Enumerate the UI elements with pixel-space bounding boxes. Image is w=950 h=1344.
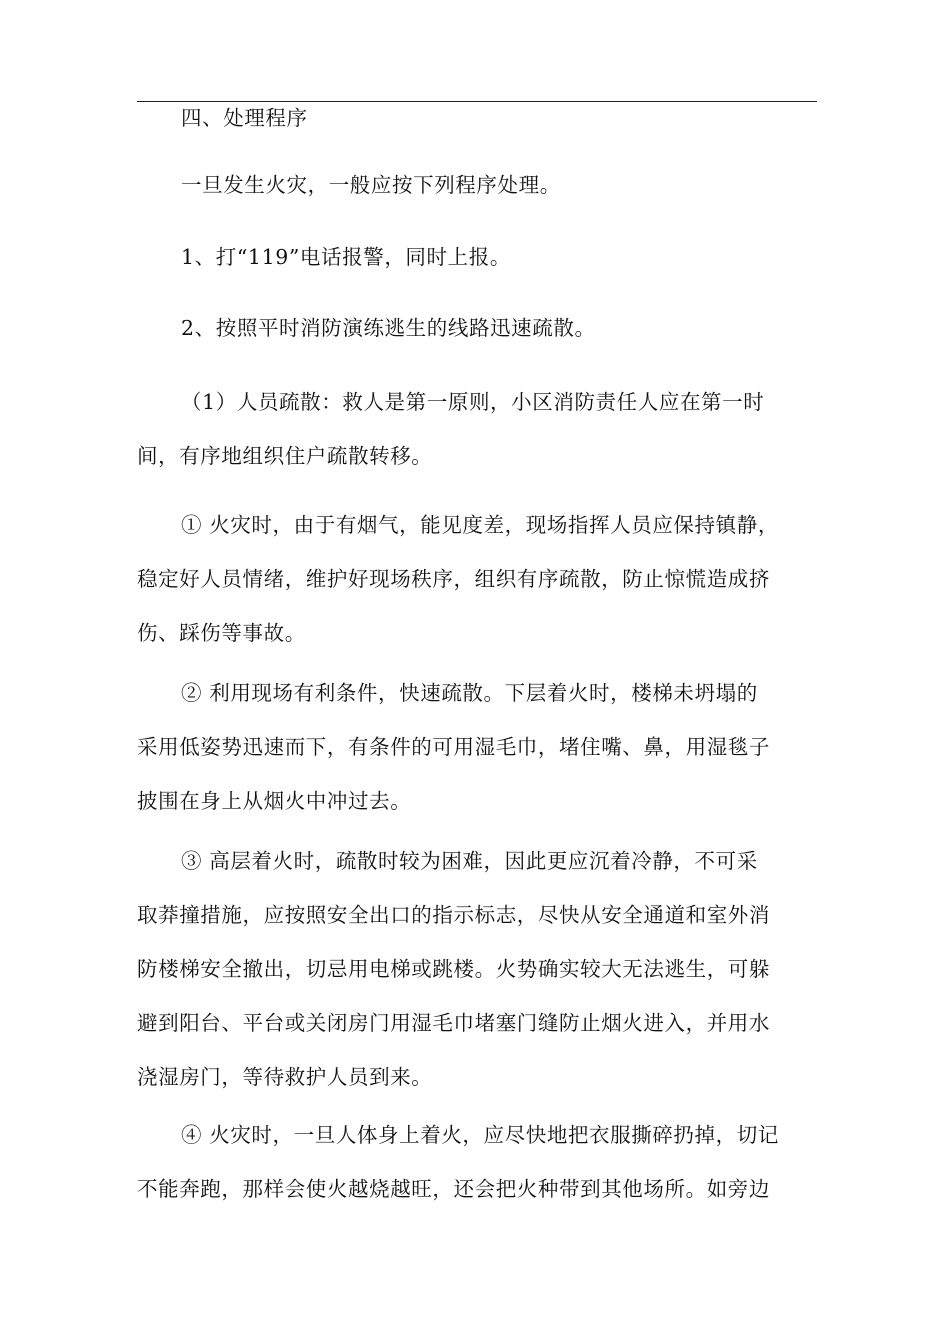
- paragraph-line: 避到阳台、平台或关闭房门用湿毛巾堵塞门缝防止烟火进入，并用水: [137, 1011, 770, 1035]
- paragraph-line: 2、按照平时消防演练逃生的线路迅速疏散。: [181, 316, 596, 340]
- item-1-paragraph: [137, 498, 827, 660]
- paragraph-line: 四、处理程序: [181, 106, 308, 130]
- item-2-paragraph: [137, 666, 827, 828]
- paragraph-line: ② 利用现场有利条件，快速疏散。下层着火时，楼梯未坍塌的: [181, 681, 758, 705]
- step-2-paragraph: [137, 301, 827, 355]
- paragraph-line: （1）人员疏散：救人是第一原则，小区消防责任人应在第一时: [181, 390, 765, 414]
- paragraph-line: 浇湿房门，等待救护人员到来。: [137, 1065, 433, 1089]
- paragraph-line: 间，有序地组织住户疏散转移。: [137, 444, 433, 468]
- paragraph-line: ④ 火灾时，一旦人体身上着火，应尽快地把衣服撕碎扔掉，切记: [181, 1123, 779, 1147]
- paragraph-line: 稳定好人员情绪，维护好现场秩序，组织有序疏散，防止惊慌造成挤: [137, 567, 770, 591]
- intro-paragraph: [137, 158, 827, 212]
- paragraph-line: 一旦发生火灾，一般应按下列程序处理。: [181, 173, 561, 197]
- item-4-paragraph: [137, 1108, 827, 1216]
- personnel-evacuation-paragraph: [137, 375, 827, 483]
- section-heading: [137, 91, 827, 145]
- paragraph-line: 防楼梯安全撤出，切忌用电梯或跳楼。火势确实较大无法逃生，可躲: [137, 957, 770, 981]
- paragraph-line: ③ 高层着火时，疏散时较为困难，因此更应沉着冷静，不可采: [181, 849, 758, 873]
- paragraph-line: 不能奔跑，那样会使火越烧越旺，还会把火种带到其他场所。如旁边: [137, 1177, 770, 1201]
- paragraph-line: 取莽撞措施，应按照安全出口的指示标志，尽快从安全通道和室外消: [137, 903, 770, 927]
- paragraph-line: 披围在身上从烟火中冲过去。: [137, 789, 412, 813]
- paragraph-line: ① 火灾时，由于有烟气，能见度差，现场指挥人员应保持镇静，: [181, 513, 779, 537]
- paragraph-line: 采用低姿势迅速而下，有条件的可用湿毛巾，堵住嘴、鼻，用湿毯子: [137, 735, 770, 759]
- item-3-paragraph: [137, 834, 827, 1104]
- paragraph-line: 1、打“119”电话报警，同时上报。: [181, 245, 511, 269]
- step-1-paragraph: [137, 230, 827, 284]
- paragraph-line: 伤、踩伤等事故。: [137, 621, 306, 645]
